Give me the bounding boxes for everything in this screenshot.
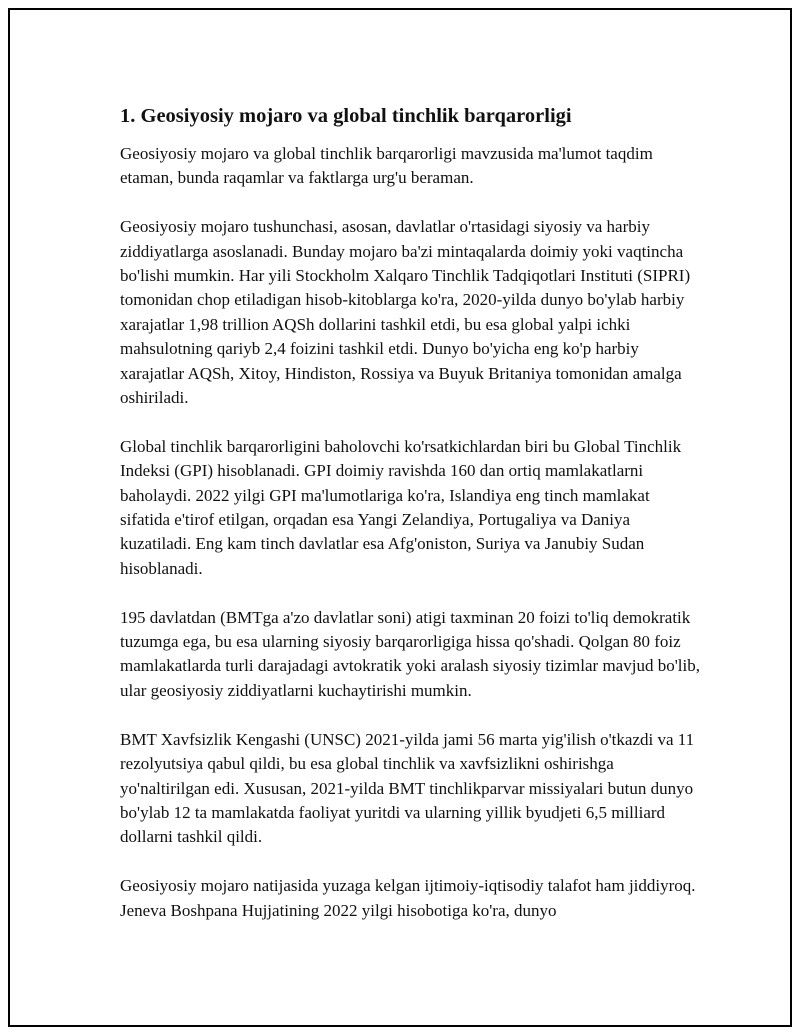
section-heading: 1. Geosiyosiy mojaro va global tinchlik barqarorligi <box>120 105 572 127</box>
paragraph-socioeconomic: Geosiyosiy mojaro natijasida yuzaga kelgan ijtimoiy-iqtisodiy talafot ham jiddiyroq. Jeneva Boshpana Hujjatining 2022 yilgi hisobotiga ko'ra, dunyo <box>120 876 696 920</box>
document-body <box>120 100 700 947</box>
paragraph-global-peace-index: Global tinchlik barqarorligini baholovchi ko'rsatkichlardan biri bu Global Tinchlik Indeksi (GPI) hisoblanadi. GPI doimiy ravishda 160 dan ortiq mamlakatlarni baholaydi. 2022 yilgi GPI ma'lumotlariga ko'ra, Islandiya eng tinch mamlakat sifatida e'tirof etilgan, orqadan esa Yangi Zelandiya, Portugaliya va Daniya kuzatiladi. Eng kam tinch davlatlar esa Afg'oniston, Suriya va Janubiy Sudan hisoblanadi. <box>120 436 682 578</box>
paragraph-democracy: 195 davlatdan (BMTga a'zo davlatlar soni) atigi taxminan 20 foizi to'liq demokratik tuzumga ega, bu esa ularning siyosiy barqarorligiga hissa qo'shadi. Qolgan 80 foiz mamlakatlarda turli darajadagi avtokratik yoki aralash siyosiy tizimlar mavjud bo'lib, ular geosiyosiy ziddiyatlarni kuchaytirishi mumkin. <box>120 607 700 700</box>
paragraph-military-spending: Geosiyosiy mojaro tushunchasi, asosan, davlatlar o'rtasidagi siyosiy va harbiy ziddiyatlarga asoslanadi. Bunday mojaro ba'zi mintaqalarda doimiy yoki vaqtincha bo'lishi mumkin. Har yili Stockholm Xalqaro Tinchlik Tadqiqotlari Instituti (SIPRI) tomonidan chop etiladigan hisob-kitoblarga ko'ra, 2020-yilda dunyo bo'ylab harbiy xarajatlar 1,98 trillion AQSh dollarini tashkil etdi, bu esa global yalpi ichki mahsulotning qariyb 2,4 foizini tashkil etdi. Dunyo bo'yicha eng ko'p harbiy xarajatlar AQSh, Xitoy, Hindiston, Rossiya va Buyuk Britaniya tomonidan amalga oshiriladi. <box>120 217 691 408</box>
paragraph-intro: Geosiyosiy mojaro va global tinchlik barqarorligi mavzusida ma'lumot taqdim etaman, bunda raqamlar va faktlarga urg'u beraman. <box>120 144 653 188</box>
page-frame <box>8 8 792 1027</box>
paragraph-unsc: BMT Xavfsizlik Kengashi (UNSC) 2021-yilda jami 56 marta yig'ilish o'tkazdi va 11 rezolyutsiya qabul qildi, bu esa global tinchlik va xavfsizlikni oshirishga yo'naltirilgan edi. Xususan, 2021-yilda BMT tinchlikparvar missiyalari butun dunyo bo'ylab 12 ta mamlakatda faoliyat yuritdi va ularning yillik byudjeti 6,5 milliard dollarni tashkil qildi. <box>120 729 695 847</box>
